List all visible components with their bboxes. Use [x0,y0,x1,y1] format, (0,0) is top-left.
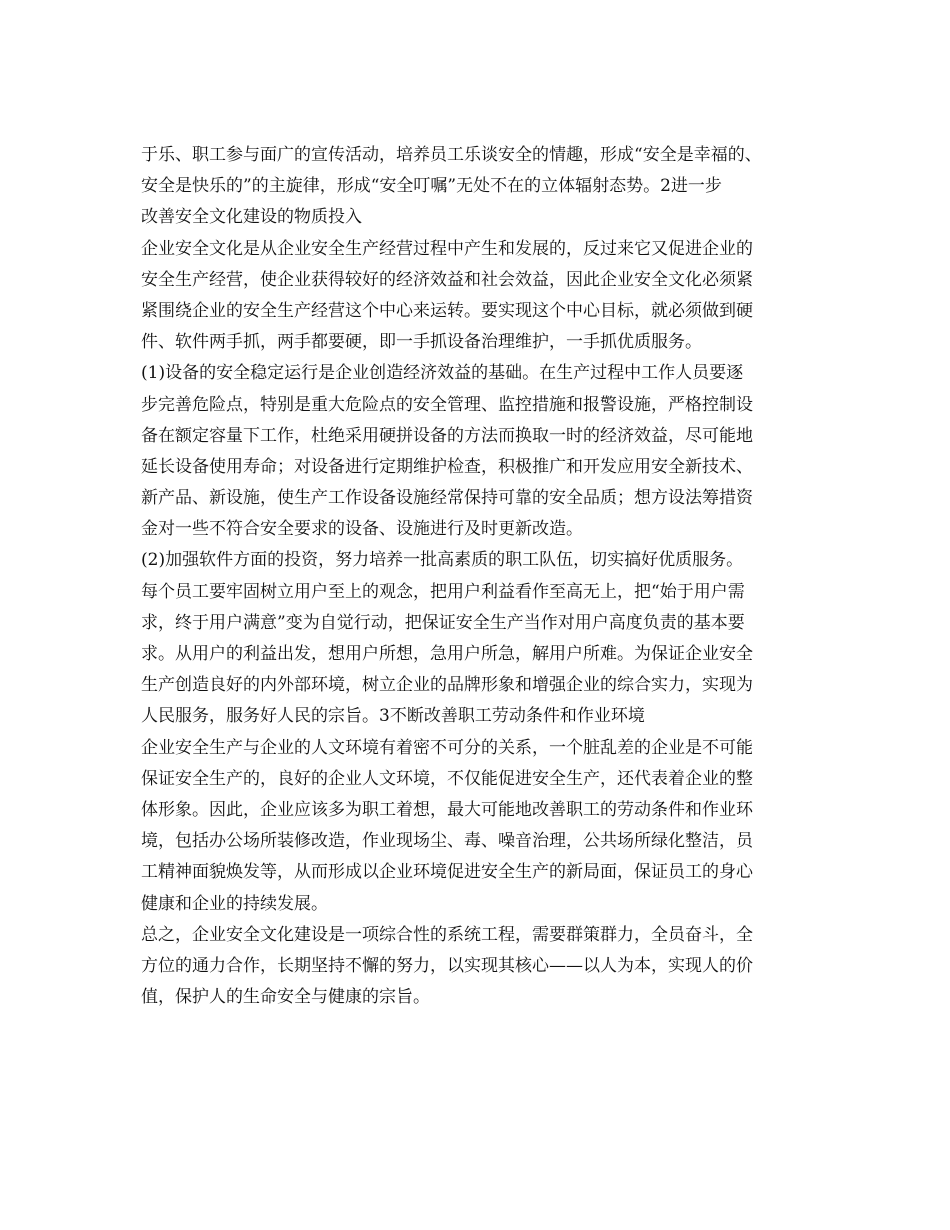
text-line: 工精神面貌焕发等，从而形成以企业环境促进安全生产的新局面，保证员工的身心 [141,862,753,883]
text-line: 安全生产经营，使企业获得较好的经济效益和社会效益，因此企业安全文化必须紧 [141,269,753,290]
text-line: 健康和企业的持续发展。 [141,893,328,914]
document-body [141,140,813,1013]
text-line: 每个员工要牢固树立用户至上的观念，把用户利益看作至高无上，把“始于用户需 [141,581,745,602]
text-line: 步完善危险点，特别是重大危险点的安全管理、监控措施和报警设施，严格控制设 [141,394,753,415]
text-line: 企业安全文化是从企业安全生产经营过程中产生和发展的，反过来它又促进企业的 [141,238,753,259]
text-line: 境，包括办公场所装修改造，作业现场尘、毒、噪音治理，公共场所绿化整洁，员 [141,831,753,852]
text-line: 求。从用户的利益出发，想用户所想，急用户所急，解用户所难。为保证企业安全 [141,644,753,664]
text-line: 人民服务，服务好人民的宗旨。3不断改善职工劳动条件和作业环境 [141,706,645,727]
text-line: 体形象。因此，企业应该多为职工着想，最大可能地改善职工的劳动条件和作业环 [141,799,753,820]
text-line: 企业安全生产与企业的人文环境有着密不可分的关系，一个脏乱差的企业是不可能 [141,737,753,758]
text-line: 件、软件两手抓，两手都要硬，即一手抓设备治理维护，一手抓优质服务。 [141,332,702,353]
text-line: (2)加强软件方面的投资，努力培养一批高素质的职工队伍，切实搞好优质服务。 [141,550,744,571]
text-line: 改善安全文化建设的物质投入 [141,207,362,228]
text-line: 于乐、职工参与面广的宣传活动，培养员工乐谈安全的情趣，形成“安全是幸福的、 [141,145,762,165]
text-line: 新产品、新设施，使生产工作设备设施经常保持可靠的安全品质；想方设法筹措资 [141,488,753,509]
text-line: (1)设备的安全稳定运行是企业创造经济效益的基础。在生产过程中工作人员要逐 [141,363,744,384]
text-line: 值，保护人的生命安全与健康的宗旨。 [141,987,430,1008]
text-line: 延长设备使用寿命；对设备进行定期维护检查，积极推广和开发应用安全新技术、 [141,456,753,477]
text-line: 安全是快乐的”的主旋律，形成“安全叮嘱”无处不在的立体辐射态势。2进一步 [141,176,722,197]
text-line: 备在额定容量下工作，杜绝采用硬拼设备的方法而换取一时的经济效益，尽可能地 [141,425,753,446]
text-line: 保证安全生产的，良好的企业人文环境，不仅能促进安全生产，还代表着企业的整 [141,768,753,789]
text-line: 金对一些不符合安全要求的设备、设施进行及时更新改造。 [141,519,583,540]
text-line: 紧围绕企业的安全生产经营这个中心来运转。要实现这个中心目标，就必须做到硬 [141,300,753,321]
text-line: 求，终于用户满意”变为自觉行动，把保证安全生产当作对用户高度负责的基本要 [141,612,745,633]
text-line: 方位的通力合作，长期坚持不懈的努力，以实现其核心——以人为本，实现人的价 [141,955,753,976]
text-line: 生产创造良好的内外部环境，树立企业的品牌形象和增强企业的综合实力，实现为 [141,675,753,696]
text-line: 总之，企业安全文化建设是一项综合性的系统工程，需要群策群力，全员奋斗，全 [141,924,753,945]
